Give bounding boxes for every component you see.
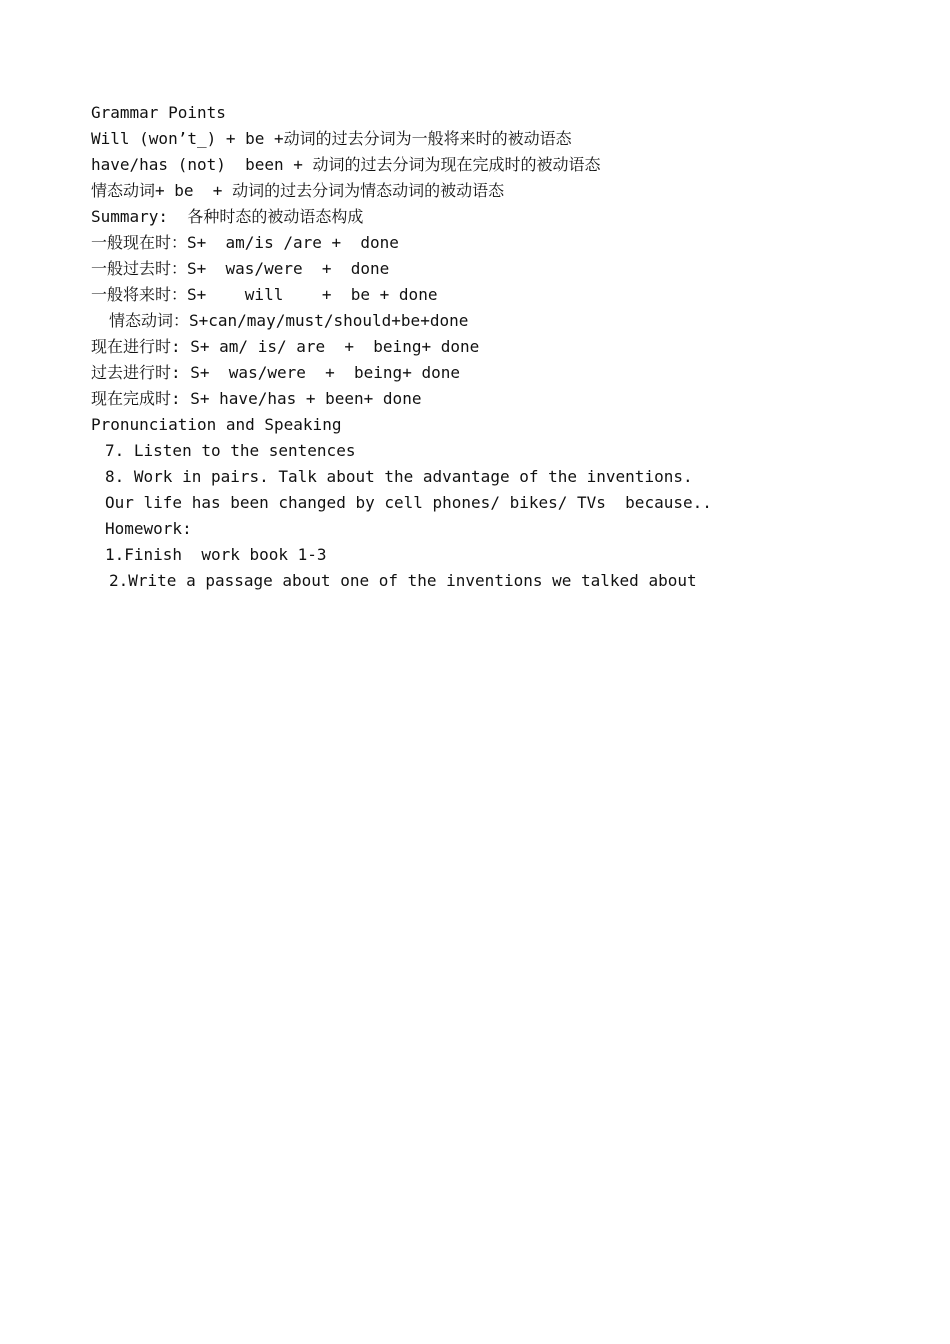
summary-past-continuous: 过去进行时: S+ was/were + being+ done bbox=[91, 363, 460, 382]
summary-simple-future: 一般将来时：S+ will + be + done bbox=[91, 285, 438, 304]
task-example-sentence: Our life has been changed by cell phones/ bikes/ TVs because.. bbox=[105, 493, 712, 512]
summary-present-continuous: 现在进行时: S+ am/ is/ are + being+ done bbox=[91, 337, 480, 356]
document-body bbox=[91, 100, 911, 594]
summary-present-perfect: 现在完成时: S+ have/has + been+ done bbox=[91, 389, 422, 408]
task-work-in-pairs: 8. Work in pairs. Talk about the advantage of the inventions. bbox=[105, 467, 693, 486]
homework-heading: Homework: bbox=[105, 519, 192, 538]
summary-simple-past: 一般过去时：S+ was/were + done bbox=[91, 259, 390, 278]
summary-heading: Summary: 各种时态的被动语态构成 bbox=[91, 207, 364, 226]
heading-pronunciation-speaking: Pronunciation and Speaking bbox=[91, 415, 342, 434]
homework-item-1: 1.Finish work book 1-3 bbox=[105, 545, 327, 564]
heading-grammar-points: Grammar Points bbox=[91, 103, 226, 122]
grammar-line-future-passive: Will (won’t_) + be +动词的过去分词为一般将来时的被动语态 bbox=[91, 129, 572, 148]
task-listen: 7. Listen to the sentences bbox=[105, 441, 356, 460]
homework-item-2: 2.Write a passage about one of the inventions we talked about bbox=[109, 571, 697, 590]
grammar-line-modal-passive: 情态动词+ be + 动词的过去分词为情态动词的被动语态 bbox=[91, 181, 505, 200]
grammar-line-perfect-passive: have/has (not) been + 动词的过去分词为现在完成时的被动语态 bbox=[91, 155, 601, 174]
summary-modal: 情态动词：S+can/may/must/should+be+done bbox=[109, 311, 469, 330]
summary-simple-present: 一般现在时：S+ am/is /are + done bbox=[91, 233, 399, 252]
